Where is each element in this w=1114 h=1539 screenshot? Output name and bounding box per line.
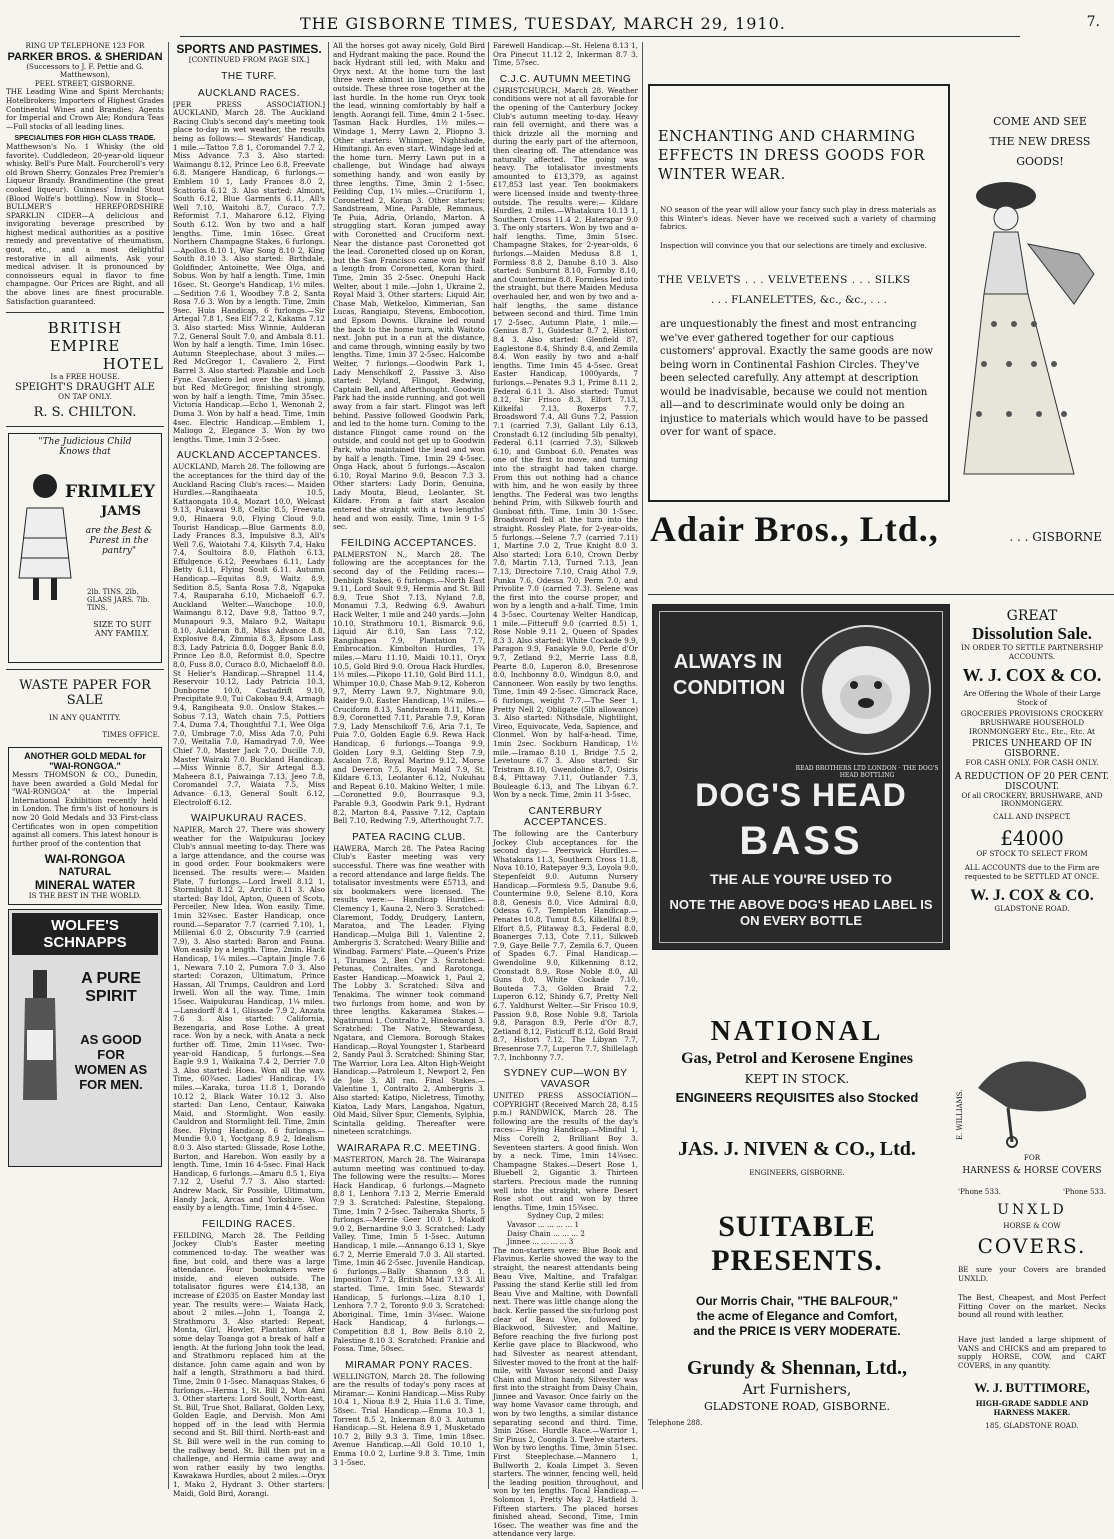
masthead [180,10,1100,37]
harness-covers-ad [954,1030,1110,1470]
read-brothers: READ BROTHERS LTD LONDON · THE DOG'S HEAD BOTTLING [795,765,939,779]
freehouse: Is a FREE HOUSE. [50,372,120,382]
feilding-acceptances-text: PALMERSTON N., March 28. The following are the acceptances for the second day of the Feilding races:— Denbigh Stakes, 6 furlongs.—North East 9.11, Lord Soult 9.9, Hermia and St. Bill 8.9, True Shot 7.13, Nyland 7.8, Monamui 7.3, Redwing 6.9. Awahuri Hack Welter, 1 mile and 240 yards.—John 10.10, Strathmoru 10.1, Bismarck 9.6, Liquid Air 8.10, San Lass 7.12, Rangihapea 7.9, Plantation 7.7, Embrocation. Kimbolton Hurdles, 1¾ miles.—Maru 11.10, Maidi 10.11, Oryx 10.5, Gold Bird 9.0. Oroua Hack Hurdles, 1½ miles.—Pikopo 11.10, Gold Bird 11.1, Whimper 10.0, Chase Mab 9.12, Koheron 9.7, Merry Lawn 9.7, Nightmare 9.0, Raider 9.0. Easter Handicap, 1¼ miles.—Cruciform 8.13, Sandstream 8.11, Mine 8.9, Coronetted 7.11, Parable 7.9, Koran 7.9, Lady Menschikoff 7.6, Aria 7.1, Te Puia 7.0, Golden Eagle 6.9. Rewa Hack Handicap, 6 furlongs.—Toanga 9.9, Golden Lory 9.3, Gelding Step 7.9, Ascalon 7.8, Royal Marino 9.12, Morse and Deveron 7.5, Royal Maid 7.9, St. Kildare 6.13, Leolanter 6.12, Nukuhau and Repeat 6.10. Makino Welter, 1 mile.—Coronetted 9.0, Bourrasque 9.3, Parable 9.3, Goodwin Park 9.1, Hydrant 8.2, Marton 8.4, Passive 7.12, Captain Bell 7.10, Redwing 7.9, Afterthought 7.7. [333,549,485,826]
phone-right: 'Phone 533. [1063,1187,1106,1196]
no-season-text: NO season of the year will allow your fancy such play in dress materials as this Winter's ideas. Never have we received such a variety of charming fabrics. [660,205,936,232]
parker-text-2: Matthewson's No. 1 Whisky (the old favorite). Cuddledeon, 20-year-old liqueur whisky. Bell's Pure Malt. Fourcheroll's very old Brown Sherry. Gonzales Prez Premier's Liqueur Brandy. Brandimentine (the great cooked liqueur). Guinness' Invalid Stout (Blood Wolfe's bottling). Now in Stock—BULLMER'S HEREFORDSHIRE SPARKLIN CIDER—A delicious and invigorating beverage prescribed by highest medical authorities as a positive remedy and preventative of rheumatism, gout, etc., and a most delightful restorative in all ailments. Ask your medical adviser. It is pronounced by connoisseurs equal in flavor to fine champagne. Our Prices are Right, and all the above lines are finest procurable. Satisfaction guaranteed. [6,141,164,306]
parker-text: THE Leading Wine and Spirit Merchants; Hotelbrokers; Importers of Highest Grades Continental Wines and Brandies; Agents for Imperial and Crown Ale; Rondura Teas—Full stocks of all leading lines. [6,87,164,131]
patea-text: HAWERA, March 28. The Patea Racing Club's Easter meeting was very successful. There was fine weather with a record attendance and large fields. The totalisator investments were £5713, and six bookmakers were licensed. The results were:— Handicap Hurdles.—Clemency 1, Kauna 2, Nero 3. Scratched: Claremont, Toddy, Drudgery, Lantern, Maratoa, and The Leader. Flying Handicap.—Mulga Bill 1, Valentine 2, Ambergris 3. Scratched: Weary Billie and Windbag. Farmers' Plate.—Queen's Prize 1, Tirumea 2, Ben Cyr 3. Scratched: Petunas, Contraltes, and Rarotonga. Easter Handicap.—Moawick 1, Paul 2, The Lobby 3. Scratched: Silva and Tenakima. The winner took command two furlongs from home, and won by three lengths. Kakaramea Stakes.—Ngatirunui 1, Contralto 2, Hinekorangi 3. Scratched: The Native, Stewardess, Ngatara, and Clemora. Borough Stakes Handicap.—Royal Youngster 1, Starbeard 2, Sandy Paul 3. Scratched: Shining Star, The Warrior, Lora Lea. Alton High-Weight Handicap.—Patroleum 1, Newport 2, Fen de Joie 3. All ran. Final Stakes.—Valentine 1, Contralto 2, Ambergris 3. Also started: Katipo, Nicletress, Timothy, Kiatoa, Lady Mars, Langahoa, Ngaturi, Old Maid, Silver Spur, Clements, Sylphia, Scintalla gelding. Thereafter were nineteen scratchings. [333,843,485,1137]
cup-result-2: Daisy Chain ... ... ... 2 [507,1228,585,1238]
be-sure: BE sure your Covers are branded UNXLD. [958,1265,1106,1283]
page-number: 7. [1086,14,1100,30]
niven-sub: ENGINEERS, GISBORNE. [749,1168,845,1177]
frimley-title: FRIMLEY [64,482,155,503]
canterbury-acceptances-heading: CANTERBURY ACCEPTANCES. [523,806,608,829]
wairongoa-title: WAI-RONGOA [44,852,126,867]
buttimore-address: 185, GLADSTONE ROAD. [985,1421,1079,1430]
auckland-races-heading: AUCKLAND RACES. [198,87,300,99]
turf-heading: THE TURF. [221,70,277,82]
british-line: BRITISH [47,319,123,338]
enchant-title: ENCHANTING AND CHARMING EFFECTS IN DRESS GOODS FOR WINTER WEAR. [658,129,925,183]
phone-left: 'Phone 533. [958,1187,1001,1196]
dogs-head-title: DOG'S HEAD [695,777,907,813]
horse-cow: HORSE & COW [1003,1221,1061,1230]
adair-bros-banner [648,504,1110,584]
jams-title: JAMS [100,504,141,520]
speights: SPEIGHT'S DRAUGHT ALE [15,381,155,393]
niven-ad [648,1138,946,1194]
flanelettes-line: . . . FLANELETTES, &c., &c., . . . [711,294,887,306]
sports-heading: SPORTS AND PASTIMES. [176,42,322,56]
national-title: NATIONAL [710,1016,884,1047]
feilding-acceptances-heading: FEILDING ACCEPTANCES. [341,537,477,549]
waipukurau-heading: WAIPUKURAU RACES. [191,813,307,825]
auckland-acceptances-heading: AUCKLAND ACCEPTANCES. [176,450,322,462]
cox-title-2: W. J. COX & CO. [970,887,1094,905]
column-racing-2 [333,42,485,1489]
wairongoa-ad [8,747,162,905]
tap: ON TAP ONLY. [58,391,112,401]
auckland-acceptances-text: AUCKLAND, March 28. The following are the acceptances for the third day of the Auckland Racing Club's races:— Maiden Hurdles.—Rangihaeata 10.5, Kattaongata 10.4, Mozart 10.0, Welcast 9.13, Pukawai 9.8, Celtic 8.5, Freevata 9.0, Hinaera 9.0, Flying Cloud 9.0. Tourist Handicap.—Blue Garments 8.0, Lady Frances 8.3, Impulsive 8.3, All's Well 7.6, Waiotahi 7.4, Kilsyth 7.4, Haku 7.4, Soultoira 8.0, Flathoh 6.13, Effulgence 6.12, Peewhaes 6.11, Lady Betty 6.11, Flying Soult 6.11. Autumn Handicap.—Equitas 8.9, Waitz 8.9, Sedition 8.5, Santa Rosa 7.8, Ngapuka 7.4, Rauparaha 6.10, Michaeloff 6.7. Auckland Welter.—Waucbope 10.0, Waimangu 8.12, Dave 9.8, Tattoo 9.7, Munapouri 9.3, Malaro 9.2, Waitapu 8.10, Aulderan 8.8, Miss Advance 8.8, Explosive 8.4, Zimmia 8.3, Epsom Lass 8.3, Lady Patricia 8.0, Dogger Bank 8.0, Prince Leo 8.0, Reformist 8.0, Spectre 8.0, Fuss 8.0, Curaco 8.0, Michaeloff 8.0. St Helier's Handicap.—Shrapnel 11.4, Reservoir 10.12, Lady Patricia 10.3, Dunborne 10.0, Castadrift 9.10, Precipitate 9.0, Tui Cakobau 9.4, Armagh 9.4, Rangiheata 9.0. Onslow Stakes.—Sobus 7.13, Watch chain 7.5, Pottiers 7.4, Duma 7.4, Thoughtful 7.1, Wee Olga 7.0, Umbrage 7.0, Miss Ada 7.0, Puhi 7.0, Weitalia 7.0, Hamadryad 7.0, Wee Chief 7.0, Master Jack 7.0, Ducille 7.0, Master Wairaki 7.0. Buckland Handicap.—Miss Winnie 8.7, Sir Artegal 8.3, Maheera 8.1, Paiwainga 7.13, Jeeo 7.8, Coromandel 7.7, Waiata 7.5, Miss Advance 6.13, General Soult 6.12, Electroloff 6.12. [173,462,325,807]
suitable-presents: SUITABLE PRESENTS. [711,1210,883,1277]
fashion-lady-ad [950,84,1110,498]
successors: (Successors to J. F. Pettie and G. Matthewson), [26,61,144,80]
chilton: R. S. CHILTON. [33,405,137,421]
grundy-title: Grundy & Shennan, Ltd., [686,1357,908,1379]
natural: NATURAL [58,866,112,879]
patea-heading: PATEA RACING CLUB. [352,831,466,843]
dress-goods-ad [648,84,950,502]
niven-title: JAS. J. NIVEN & CO., Ltd. [678,1138,916,1160]
saddle-icon [968,1038,1098,1148]
column-racing-3 [493,41,638,1539]
bass-title: BASS [739,819,863,863]
waipukurau-text: NAPIER, March 27. There was showery weather for the Waipukurau Jockey Club's annual meeting to-day. There was a large attendance, and the course was in good order. Four bookmakers were licensed. The results were:— Maiden Plate, 7 furlongs.—Lord Irwell 8.12 1, Stormlight 8.12 2, Arctic 8.11 3. Also started: Bay Idol, Apton, Queen of Scots, Perceiler, New Idea. Won easily. Time, 1min 32¼sec. Easter Handicap, once round.—Separator 7.7 (carried 7.10), 1, Millenial 6.0 2, Obscurity 7.9 (carried 7.9), 3. Also started: Baron and Fauna. Won easily by a length. Time, 2min. Hack Handicap, 1¼ miles.—Captain Jingle 7.6 1, Newara 7.10 2, Pumora 7.0 3. Also started: Corazon, Ultimatum, Prince Hassan, All Trumps, Cauldron and Lord Irwell. Won all the way. Time, 1min 15sec. Waipukurau Handicap, 1¼ miles.—Lansdorff 8.4 1, Glissade 7.9 2, Anzata 7.6 3. Also started: California, Bezengaria, and Rose Lothe. A great race. Won by a neck, with Anata a neck further off. Time, 2min 11¼sec. Two-year-old Handicap, 5 furlongs.—Sea Eagle 9.9 1, Waikaina 7.4 2, Derrier 7.0 3. Also started: Hoea. Won all the way. Time, 60¾sec. Ladies' Handicap, 1¼ miles.—Karaka, turoa 11.8 1, Dorando 10.12 2, Black Water 10.12 3. Also started: Dan Leno, Centaur, Kaiwaka Maid, and Stormlight. Won easily. Cauldron and Stormlight fell. Time, 2min 8sec. Flying Handicap, 6 furlongs.—Mundie 9.0 1, Yoctgang 8.9 2, Idealism 8.0 3. Also started: Glissade, Rose Lothe, Burton, and Harebon. Won easily by a length. Time, 1min 16 4-5sec. Final Hack Handicap, 6 furlongs.—Amaru 8.5 1, Eiya 7.12 2, Useful 7.7 3. Also started: Andrew Mack, Sir Possible, Ultimatum, Handy Jack, Arcas and Yorkshire. Won easily by a length. Time, 1min 4 4-5sec. [173,825,325,1213]
pure-spirit: A PURE SPIRIT [81,969,141,1005]
column-sports [173,42,325,1498]
adair-gisborne: . . . GISBORNE [1009,530,1102,544]
wairarapa-heading: WAIRARAPA R.C. MEETING. [337,1143,481,1155]
come-and-see: COME AND SEE THE NEW DRESS GOODS! [989,115,1091,168]
gold-medal: ANOTHER GOLD MEDAL for "WAI-RONGOA." [24,751,146,771]
cash-only: FOR CASH ONLY. FOR CASH ONLY. [965,758,1099,768]
covers: COVERS. [977,1234,1087,1258]
williams-name: E. WILLIAMS. [956,1089,964,1140]
feilding-text: FEILDING, March 28. The Feilding Jockey Club's Easter meeting commenced to-day. The weather was fine, but cold, and there was a large attendance. Four bookmakers were inside, and eleven outside. The totalisator figures were £14,138, an increase of £2035 on Easter Monday last year. The results were:— Waiata Hack, about 2 miles.—John 1, Toanga 2, Strathmoru 3. Also started: Repeat, Monta, Girl, Howler, Plantation. After some delay Toanga got a break of half a length. At the furlong John took the lead, and Strathmoru replaced him at the distance. John came again and won by half a length, Strathmoru a bad third. Time, 2min 0 1-5sec. Manaquas Stakes, 6 furlongs.—Herma 1, St. Bill 2, Mon Ami 3. Other starters: Lord Soult, North-east, St. Bill, True Shot, Ballarat, Golden Lexy, Golden Eagle, and Dervish. Mon Ami hopped off in the lead with Hermia second and St. Bill third. North-east and St. Bill were well in the run coming to the railway bend. St. Bill then put in a challenge, and Hermia came away and won rather easily by two lengths. Kawakawa Hurdles, about 2 miles.—Oryx 1, Maku 2, Hydrant 3. Other starters: Maidi, Gold Bird, Aorangi. [173,1230,325,1498]
adair-title: Adair Bros., Ltd., [650,509,939,549]
saddle-maker: HIGH-GRADE SADDLE AND HARNESS MAKER. [975,1399,1089,1417]
wolfes-schnapps-ad [8,909,162,1167]
dissolution-title: Dissolution Sale. [972,624,1092,643]
street: PEEL STREET, GISBORNE. [34,78,136,88]
engines-line: Gas, Petrol and Kerosene Engines [681,1050,913,1067]
inspection-text: Inspection will convince you that our selections are timely and exclusive. [660,241,927,250]
continued: [CONTINUED FROM PAGE SIX.] [188,55,310,64]
feilding-heading: FEILDING RACES. [202,1218,296,1230]
times-office: TIMES OFFICE. [102,731,160,739]
crockery: Of all CROCKERY, BRUSHWARE, AND IRONMONGERY. [961,790,1103,809]
telephone: Telephone 288. [648,1419,703,1427]
wolfes-title: WOLFE'S SCHNAPPS [12,913,158,955]
cox-dissolution-ad [954,604,1110,1024]
child-quote-2: are the Best & Purest in the pantry" [85,526,153,557]
prices-unheard: PRICES UNHEARD OF IN GISBORNE. [971,739,1092,760]
hotel-line: HOTEL [102,355,164,374]
for: FOR [1023,1153,1041,1162]
velvets-line: THE VELVETS . . . VELVETEENS . . . SILKS [658,274,911,286]
farewell-text: Farewell Handicap.—St. Helena 8.13 1, Ora Pinecut 11.12 2, Inkerman 8.7 3. Time, 57sec. [493,41,638,68]
specialities: SPECIALITIES FOR HIGH CLASS TRADE. [14,133,156,143]
engineers-requisites: ENGINEERS REQUISITES also Stocked [675,1090,919,1105]
national-engines-ad [648,1016,946,1136]
feilding-cont-text: All the horses got away nicely, Gold Bird and Hydrant making the pace. Round the back Hydrant still led, with Maku and Oryx next. At the home turn the last three were almost in line, Oryx on the outside. These three rose together at the last hurdle. In the home run Oryx took the lead, winning comfortably by half a length. Aorangi fell. Time, 4min 2 1-5sec. Tasman Hack Hurdles, 1½ miles.—Windage 1, Merry Lawn 2, Pliopno 3. Other starters: Whimper, Nightshade, Himitangi. An even start. Windage led at the home turn. Merry Lawn put in a challenge, but Windage had always something handy, and won easily by three lengths. Time, 3min 2 1-5sec. Feilding Cup, 1¼ miles.—Cruciform 1, Coronetted 2, Koran 3. Other starters: Sandstream, Mine, Parable, Remmaus, Te Puia, Adria, Orlando, Marton. A struggling start. Koran jumped away with Coronetted and Cruciform next. Near the distance past Coronetted got the lead. Coronetted closed up on Koran, but the San Francisco came won by half a length from Coronetted, Koran third. Time, 2min 35 2-5sec. Onepuhi Hack Welter, about 1 mile.—John 1, Ukraine 2, Royal Maid 3. Other starters: Liquid Air, Chase Mab, Wetkeloo, Kimmerian, San Lucas, Rangiaipu, Stevens, Embocotion, and Epsom Downs. Ukraine led round the back to the home turn, with Waitoto next. John put in a run at the distance, and came through, winning easily by two lengths. Time, 1min 37 2-5sec. Halcombe Welter, 7 furlongs.—Goodwin Park 1, Lady Menschikoff 2, Passive 3. Also started: Nyland, Flingot, Redwing, Captain Bell, and Afterthought. Goodwin Park had the inside running, and got well away from a fair start. Flingot was left behind. Passive followed Goodwin Park, and led to the home turn. Coming to the distance Flingot came round on the outside, and could not get up to Goodwin Park, who maintained the lead and won by half a length. Time, 1min 29 4-5sec. Onga Hack, about 5 furlongs.—Ascalon 6.10, Royal Marino 9.0, Beacon 7.3 3. Other starters: Lady Dorin, Genuina, Lady Mouta, Bleud, Leolanter, St. Kildare. From a fair start Ascalon entered the straight with a two lengths' head and won easily. Time, 1min 9 1-5 sec. [333,41,485,532]
stock-amount: £4000 [1000,825,1064,850]
column-ads-left [6,42,164,1489]
gladstone-gisborne: GLADSTONE ROAD, GISBORNE. [704,1400,890,1413]
morris-chair: Our Morris Chair, "THE BALFOUR," the acme of Elegance and Comfort, and the PRICE IS VERY MODERATE. [693,1294,901,1338]
sydney-text-2: The non-starters were: Blue Book and Flavinus. Kerlie showed the way to the straight, the nearest attendants being Beau Vive, Maltine, and Trafalgar. Passing the stand Kerlie still led from Beau Vive and Maltine, with Downfall next. There was little change along the back. Kerlie passed the six-furlong post clear of Beau Vive, followed by Blackwood, Silvester, and Maltine. Before reaching the five furlong post Kerlie gave place to Blackwood, who had Silvester as nearest attendant, Silvester moved to the front at the half-mile, with Vavasor second and Daisy Chain and Milton handy. Silvester was first into the straight from Daisy Chain, Jinnee and Vavasor. Once fairly on the way home Vavasor came through, and won by two lengths, a similar distance separating second and third. Time, 3min 26sec. Hurdle Race.—Warrior 1, Sir Pinus 2, Coongla 3. Twelve starters. Won by two lengths. Time, 3min 51sec. First Steeplechase.—Mannero 1, Bullworth 2, Koala Limpet 3. Seven starters. The winner, fencing well, held the leading position throughout, and won by ten lengths. Tocal Handicap.—Solomon 1, Pretty May 2, Hatfield 3. Fifteen starters. The placed horses finished ahead. Second, Time, 1min 16sec. The weather was fine and the attendance very large. [493,1245,638,1539]
miramar-text: WELLINGTON, March 28. The following are the results of today's pony races at Miramar:— Konini Handicap.—Miss Ruby 10.4 1, Nioua 8.9 2, Huia 11.6 3. Time, 58sec. Trial Handicap.—Emma 10.3 1, Torrent 8.5 2, Inkerman 8.0 3. Autumn Handicap.—St. Helena 8.9 1, Musketado 10.7 2, Billy 9.3 3. Time, 1min 18sec. Avenue Handicap.—All Gold 10.10 1, Emma 10.0 2, Lurline 9.8 3. Time, 1min 3 1-5sec. [333,1371,485,1467]
auckland-races-text: [PER PRESS ASSOCIATION.] AUCKLAND, March 28. The Auckland Racing Club's second day's meeting took place to-day in wet weather, the results being as follows:— Stewards' Handicap, 1 mile.—Tattoo 7.8 1, Coromandel 7.7 2, Miss Advance 7.3 3. Also started: Waimangu 8.12, Prince Leo 6.8, Freevate 6.8. Mangere Handicap, 6 furlongs.—Emblem 10 1, Lady Frances 8.0 2, Scattoria 6.12 3. Also started: Almont, South 6.12, Blue Garments 6.11, All's Well 7.10, Waitohi 8.7, Curaco 7.7, Reformist 7.1, Maharore 6.12, Flying South 6.12. Won by two and a half lengths. Time, 1min 16sec. Great Northern Champagne Stakes, 6 furlongs.—Apollos 8.10 1, War Song 8.10 2, King South 8.10 3. Also started: Birthdale, Goldfinder, Antoinette, Wee Olga, and Sobus. Won by half a length. Time, 1min 16sec. St. George's Handicap, 1½ miles.—Sedition 7.6 1, Woodbey 7.8 2, Santa Rosa 7.6 3. Won by a length. Time, 2min 9sec. Huia Handicap, 6 furlongs.—Sir Artegal 7.8 1, Sea Elf 7.2 2, Kakama 7.12 3. Also started: Miss Winnie, Aulderan 7.2, General Soult 7.0, and Ambala 8.11. Won by half a length. Time, 1min 16sec. Autumn Steeplechase, about 3 miles.—Red McGregor 1, Cavaliero 2, First Barrel 3. Also started: Plazable and Loch Fyne. Cavaliero led over the last jump, but Red McGregor, finishing strongly, won by half a length. Time, 7min 35sec. Victoria Handicap.—Echo 1, Wenonah 2, Duma 3. Won by half a head. Time, 1min 4sec. Electric Handicap.—Emblem 1, Maliogo 2, Elegance 3. Won by two lengths. Time, 1min 3 2-5sec. [173,99,325,444]
tins: 2lb. TINS. 2lb. GLASS JARS. 7lb. TINS. [87,588,150,613]
ring-line: RING UP TELEPHONE 123 FOR [25,41,145,50]
empire-line: EMPIRE [49,337,121,356]
always-in-condition: ALWAYS IN CONDITION [673,651,786,699]
bottle-icon [17,970,63,1100]
kept-in-stock: KEPT IN STOCK. [744,1072,850,1086]
parker-heading: PARKER BROS. & SHERIDAN [7,50,163,63]
sydney-text: UNITED PRESS ASSOCIATION—COPYRIGHT (Received March 28, 8.15 p.m.) RANDWICK, March 28. The following are the results of the day's races:— Flying Handicap.—Mindful 1, Miss Corelli 2, Brilliant Boy 3. Seventeen starters. A good finish. Won by a neck. Time, 1min 14¼sec. Champagne Stakes.—Desert Rose 1, Bluebell 2, Gigantic 3. Thirteen starters. Precious made the running well into the straight, where Desert Rose shot out and won by three lengths. Time, 1min 15¾sec. [493,1091,638,1212]
masthead-title: THE GISBORNE TIMES, TUESDAY, MARCH 29, 1910. [300,14,786,33]
as-good: AS GOOD FOR WOMEN AS FOR MEN. [74,1031,148,1092]
ale-line: THE ALE YOU'RE USED TO [710,871,892,887]
miramar-heading: MIRAMAR PONY RACES. [345,1359,473,1371]
cjc-heading: C.J.C. AUTUMN MEETING [499,73,632,85]
dogs-head-bass-ad [652,604,950,950]
stock-items: GROCERIES PROVISIONS CROCKERY BRUSHWARE HOUSEHOLD IRONMONGERY Etc., Etc., Etc. At [960,709,1104,736]
stock-select: OF STOCK TO SELECT FROM [976,848,1088,858]
cup-result-1: Vavasor ... ... ... ... 1 [507,1220,580,1229]
frimley-jams-ad [8,433,162,663]
settle-line: IN ORDER TO SETTLE PARTNERSHIP ACCOUNTS. [961,643,1103,661]
mineral-water: MINERAL WATER [34,878,136,893]
buttimore: W. J. BUTTIMORE, [974,1380,1090,1395]
grundy-shennan-ad [648,1210,946,1470]
child-quote: "The Judicious Child Knows that [38,437,132,458]
size: SIZE TO SUIT ANY FAMILY. [93,620,151,639]
dog-head-icon [791,615,941,765]
note-label: NOTE THE ABOVE DOG'S HEAD LABEL IS ON EVERY BOTTLE [669,897,933,928]
cox-title: W. J. COX & CO. [962,665,1102,686]
reduction: A REDUCTION OF 20 PER CENT. DISCOUNT. [955,771,1109,792]
harness-covers: HARNESS & HORSE COVERS [962,1166,1102,1176]
great: GREAT [1006,608,1058,624]
offering: Are Offering the Whole of their Large Stock of [963,689,1101,707]
unxld: UNXLD [997,1202,1067,1218]
best-in-world: IS THE BEST IN THE WORLD. [28,891,142,901]
sydney-heading: SYDNEY CUP—WON BY VAVASOR [503,1068,628,1091]
sydney-cup-label: Sydney Cup, 2 miles: [527,1211,604,1221]
wairarapa-text: MASTERTON, March 28. The Wairarapa autumn meeting was continued to-day. The following were the results:— Mores Hack Handicap, 6 furlongs.—Magneto 8.8 1, Lenhora 7.13 2, Merrie Emerald 7.9 3. Scratched: Palestine, Stepalong. Time, 1min 7 2-5sec. Taiheraka Shorts, 5 furlongs.—Merrie Geer 10.0 1, Makoff 9.0 2, Bernardine 9.0 3. Scratched: Lady Valley. Time, 1min 5 1-5sec. Autumn Handicap, 1 mile.—Annango 6.13 1, Skye 6.7 2, Merrie Emerald 7.0 3. All started. Time, 1min 46 2-5sec. Juvenile Handicap, 6 furlongs.—Bally Shannon 9.8 1, Imposition 7.7 2, British Maid 7.13 3. All started. Time, 1min 5sec. Stewards' Handicap, 5 furlongs.—Liza 8.10 1, Lenhora 7.7 2, Toronto 9.0 3. Scratched: Aboriginal. Time, 1min 3¼sec. Waione Hack Handicap, 4 furlongs.—Competition 8.8 1, Bow Bells 8.10 2, Palestine 8.10 3. Scratched: Frankie and Fossa. Time, 50sec. [333,1155,485,1354]
cup-result-3: Jinnee ... ... ... ... 3 [507,1237,574,1247]
art-furnishers: Art Furnishers, [742,1382,852,1398]
just-landed: Have just landed a large shipment of VANS and CHICKS and am prepared to supply HORSE, COW, and CART COVERS, in any quantity. [958,1335,1106,1370]
best-cheapest: The Best, Cheapest, and Most Perfect Fitting Cover on the market. Necks bound all round with leather. [958,1293,1106,1320]
waste-paper: WASTE PAPER FOR SALE [19,678,151,709]
accounts: ALL ACCOUNTS due to the Firm are requested to be SETTLED AT ONCE. [964,863,1100,881]
gold-text: Messrs THOMSON & CO., Dunedin, have been awarded a Gold Medal for "WAI-RONGOA" at the Imperial International Exhibition recently held in London. The firm's list of honours is now 20 Gold Medals and 33 First-class Certificates won in open competition against all comers. This latest honour is further proof of the contention that [12,770,158,848]
call-inspect: CALL AND INSPECT. [993,811,1071,821]
any-quantity: IN ANY QUANTITY. [49,713,121,723]
dress-body-text: are unquestionably the finest and most entrancing we've ever gathered together for our captious customers' approval. Exactly the same goods are now being worn in Continental Fashion Circles. They've been selected carefully. Any attempt at description would be inadvisable, because we could not mention all—and to descriminate would only be doing an injustice to materials which would have to be passed over for want of space. [660,319,933,438]
cjc-text: CHRISTCHURCH, March 28. Weather conditions were not at all favorable for the opening of the Canterbury Jockey Club's autumn meeting to-day. Heavy rain fell overnight, and there was a thick drizzle all the morning and during the early part of the afternoon, then clearing off. The attendance was naturally affected. The going was heavy. The totalisator investments amounted to £13,379, as against £17,853 last year. Ten bookmakers were licensed inside and twenty-three outside. The results were:— Kildare Hurdles, 2 miles.—Whatakura 10.13 1, Southern Cross 11.4 2, Haterapar 9.0 3. The only starters. Won by two and a-half lengths. Time, 3min 51sec. Champagne Stakes, for 2-year-olds, 6 furlongs.—Maiden Medusa 8.8 1, Formless 8.8 2, Danube 8.10 3. Also started: Sunburnt 8.10, Formby 8.10, and Countermine 8.8. Formless led into the straight, but there Maiden Medusa overhauled her, and won by two and a-half lengths, the same distance between second and third. Time 1min 17 2-5sec. Autumn Plate, 1 mile.—Genius 8.7 1, Guidestar 8.7 2, Histori 8.4 3. Also started: Glenfield 87, Eaglestone 8.4, Shindy 8.4, and Zemila 8.4. Won easily by two and a-half lengths. Time 1min 45 4-5sec. Great Easter Handicap, 1000yards, 7 furlongs.—Penates 9.3 1, Prime 8.11 2, Federal 6.11 3. Also started: Tumut 8.12, Sir Frisco 8.3, Elfort 7.13, Kilkelfal 7.13, Boxerps 7.7, Broadsword 7.4, All Guns 7.2, Passion 7.1 (carried 7.3), Gallant Lily 6.13, Cronstadt 6.12 (including 5lb penalty), Federal 6.11 (carried 7.3), Silkweb 6.10, and Gunboat 6.0. Penates was one of the first to move, and turning into the straight had taken charge. From this out nothing had a chance with him, and he won easily by three lengths. The Federal was two lengths behind Prim, with Silkweb fourth and Gunboat fifth. Time, 1min 30 1-5sec. Broadsword fell at the turn into the straight. Rossley Plate, for 2-year-olds, 5 furlongs.—Selene 7.7 (carried 7.11) 1, Martine 7.0 2, True Knight 8.0 3. Also started: Lora 6.10, Crown Derby 7.8, Martin 7.13, Turned 7.13, Jean 7.13, Directoire 7.10, Craig Athol 7.9, Punka 7.6, Odessa 7.0, Perm 7.0, and Privolite 7.0 (carried 7.3). Selene was the first into the course proper, and won by a length and a-half. Time, 1min 4 3-5sec. Courtenay Welter Handicap, 1 mile.—Fitteruff 9.0 (carried 8.5) 1, Rose Noble 9.11 2, Queen of Spades 8.3 3. Also started: White Cockade 9.9, Paragon 9.9, Fanakyle 9.0, Perle d'Or 9.7, Zetland 9.2, Merrie Lass 8.8, Pearte 8.0, Luperon 8.0, Bresenrose 8.0, Inchbonny 8.0, Windgun 8.0, and Cannoneer. Won easily by two lengths. Time, 1min 49 2-5sec. Gimcrack Race, 6 furlongs, weight 7.7.—The Seer 1, Pretty Nell 2, Obligate (5lb allowance) 3. Also started: Nithsdale, Nightlight, Vireo, Equivocate, Veda, Sapience, and Clonmel. Won by half-a-head. Time, 1min 2sec. Sockburn Handicap, 1½ mile.—Iramao 8.10 1, Bridge 7.5 2, Levetoure 6.7 3. Also started: Sir Tristram 8.10, Gwendoline 8.7, Osiris 8.4, Pittaway 7.11, Outlander 7.3, Bouleagle 6.13, and The Libyan 6.7. Won by a neck. Time, 2min 11 3-5sec. [493,85,638,800]
canterbury-acceptances-text: The following are the Canterbury Jockey Club acceptances for the second day:— Peerswick Hurdles.—Whatakura 11.3, Southern Cross 11.8, Nova 10.10, Ratepayer 9.3, Loyola 9.0, Stepenfeldt 9.0. Autumn Nursery Handicap.—Formless 9.5, Danube 9.6, Countermine 9.0, Selene 8.10, Kora 8.8, Genesis 8.0, Vice Admiral 8.0, Odessa 6.7. Templeton Handicap.—Penates 10.8, Tumut 8.5, Kilkellfal 8.9, Elfort 8.5, Plitaway 8.3, Federal 8.0, Boanerges 7.13, Cote 7.11, Silkweb 7.9, Gaye Belle 7.7, Zemila 6.7, Queen of Spades 6.7. Final Handicap.—Gwendoline 9.0, Kilkenning 8.12, Cronstadt 8.9, Rose Noble 8.0, All Guns 8.0, White Cockade 7.10, Bouteda 7.3, Golden Braid 7.2, Luperon 6.12, Shindy 6.7, Pretty Nell 6.7. Yaldhurst Welter.—Sir Frisco 10.9, Passion 9.8, Rose Noble 9.8, Tariola 9.8, Paragon 8.9, Perle d'Or 8.7, Zetland 8.12, Fisticuff 8.12, Gold Braid 8.7, Histori 7.12, The Libyan 7.7, Bresenrose 7.7, Luperon 7.7, Shillelagh 7.7, Inchbonny 7.7. [493,829,638,1062]
gladstone-road: GLADSTONE ROAD. [994,904,1070,914]
lady-illustration-icon [954,174,1104,494]
